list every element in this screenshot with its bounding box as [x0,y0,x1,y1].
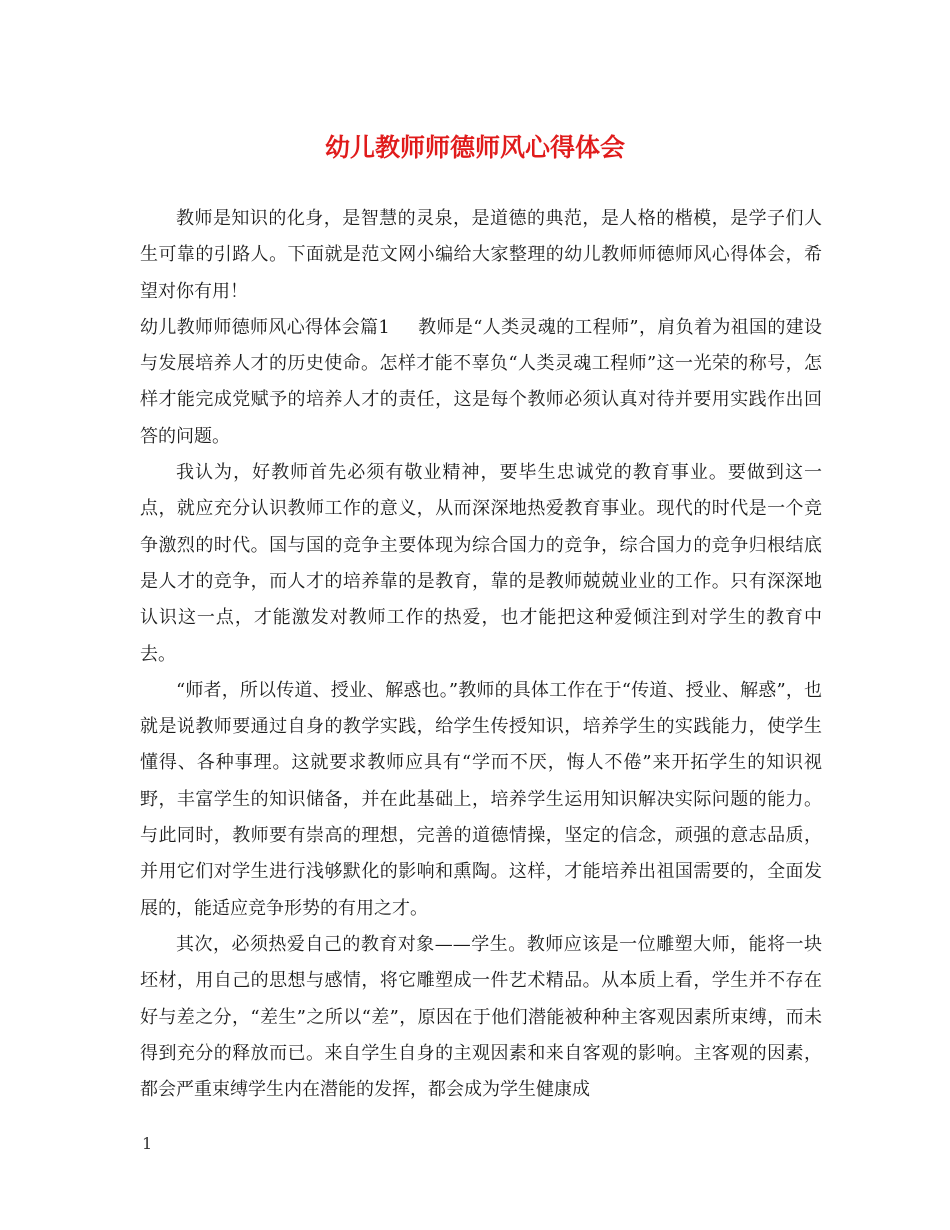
intro-paragraph: 教师是知识的化身，是智慧的灵泉，是道德的典范，是人格的楷模，是学子们人生可靠的引路人。下面就是范文网小编给大家整理的幼儿教师师德师风心得体会，希望对你有用！ [140,208,822,302]
section-first-text: 教师是“人类灵魂的工程师”，肩负着为祖国的建设与发展培养人才的历史使命。怎样才能不辜负“人类灵魂工程师”这一光荣的称号，怎样才能完成党赋予的培养人才的责任，这是每个教师必须认真对待并要用实践作出回答的问题。 [140,316,823,447]
document-body [140,201,822,1108]
page-number: 1 [142,1134,153,1153]
section-paragraph [140,310,822,455]
section-heading: 幼儿教师师德师风心得体会篇1 [140,316,390,338]
body-paragraph: “师者，所以传道、授业、解惑也。”教师的具体工作在于“传道、授业、解惑”，也就是说教师要通过自身的教学实践，给学生传授知识，培养学生的实践能力，使学生懂得、各种事理。这就要求教师应具有“学而不厌，悔人不倦”来开拓学生的知识视野，丰富学生的知识储备，并在此基础上，培养学生运用知识解决实际问题的能力。与此同时，教师要有崇高的理想，完善的道德情操，坚定的信念，顽强的意志品质，并用它们对学生进行浅够默化的影响和熏陶。这样，才能培养出祖国需要的，全面发展的，能适应竞争形势的有用之才。 [140,679,822,919]
body-paragraph: 其次，必须热爱自己的教育对象——学生。教师应该是一位雕塑大师，能将一块坯材，用自己的思想与感情，将它雕塑成一件艺术精品。从本质上看，学生并不存在好与差之分，“差生”之所以“差”，原因在于他们潜能被种种主客观因素所束缚，而未得到充分的释放而已。来自学生自身的主观因素和来自客观的影响。主客观的因素，都会严重束缚学生内在潜能的发挥，都会成为学生健康成 [140,933,822,1101]
document-title: 幼儿教师师德师风心得体会 [324,133,625,162]
body-paragraph: 我认为，好教师首先必须有敬业精神，要毕生忠诚党的教育事业。要做到这一点，就应充分认识教师工作的意义，从而深深地热爱教育事业。现代的时代是一个竞争激烈的时代。国与国的竞争主要体现为综合国力的竞争，综合国力的竞争归根结底是人才的竞争，而人才的培养靠的是教育，靠的是教师兢兢业业的工作。只有深深地认识这一点，才能激发对教师工作的热爱，也才能把这种爱倾注到对学生的教育中去。 [140,462,822,665]
